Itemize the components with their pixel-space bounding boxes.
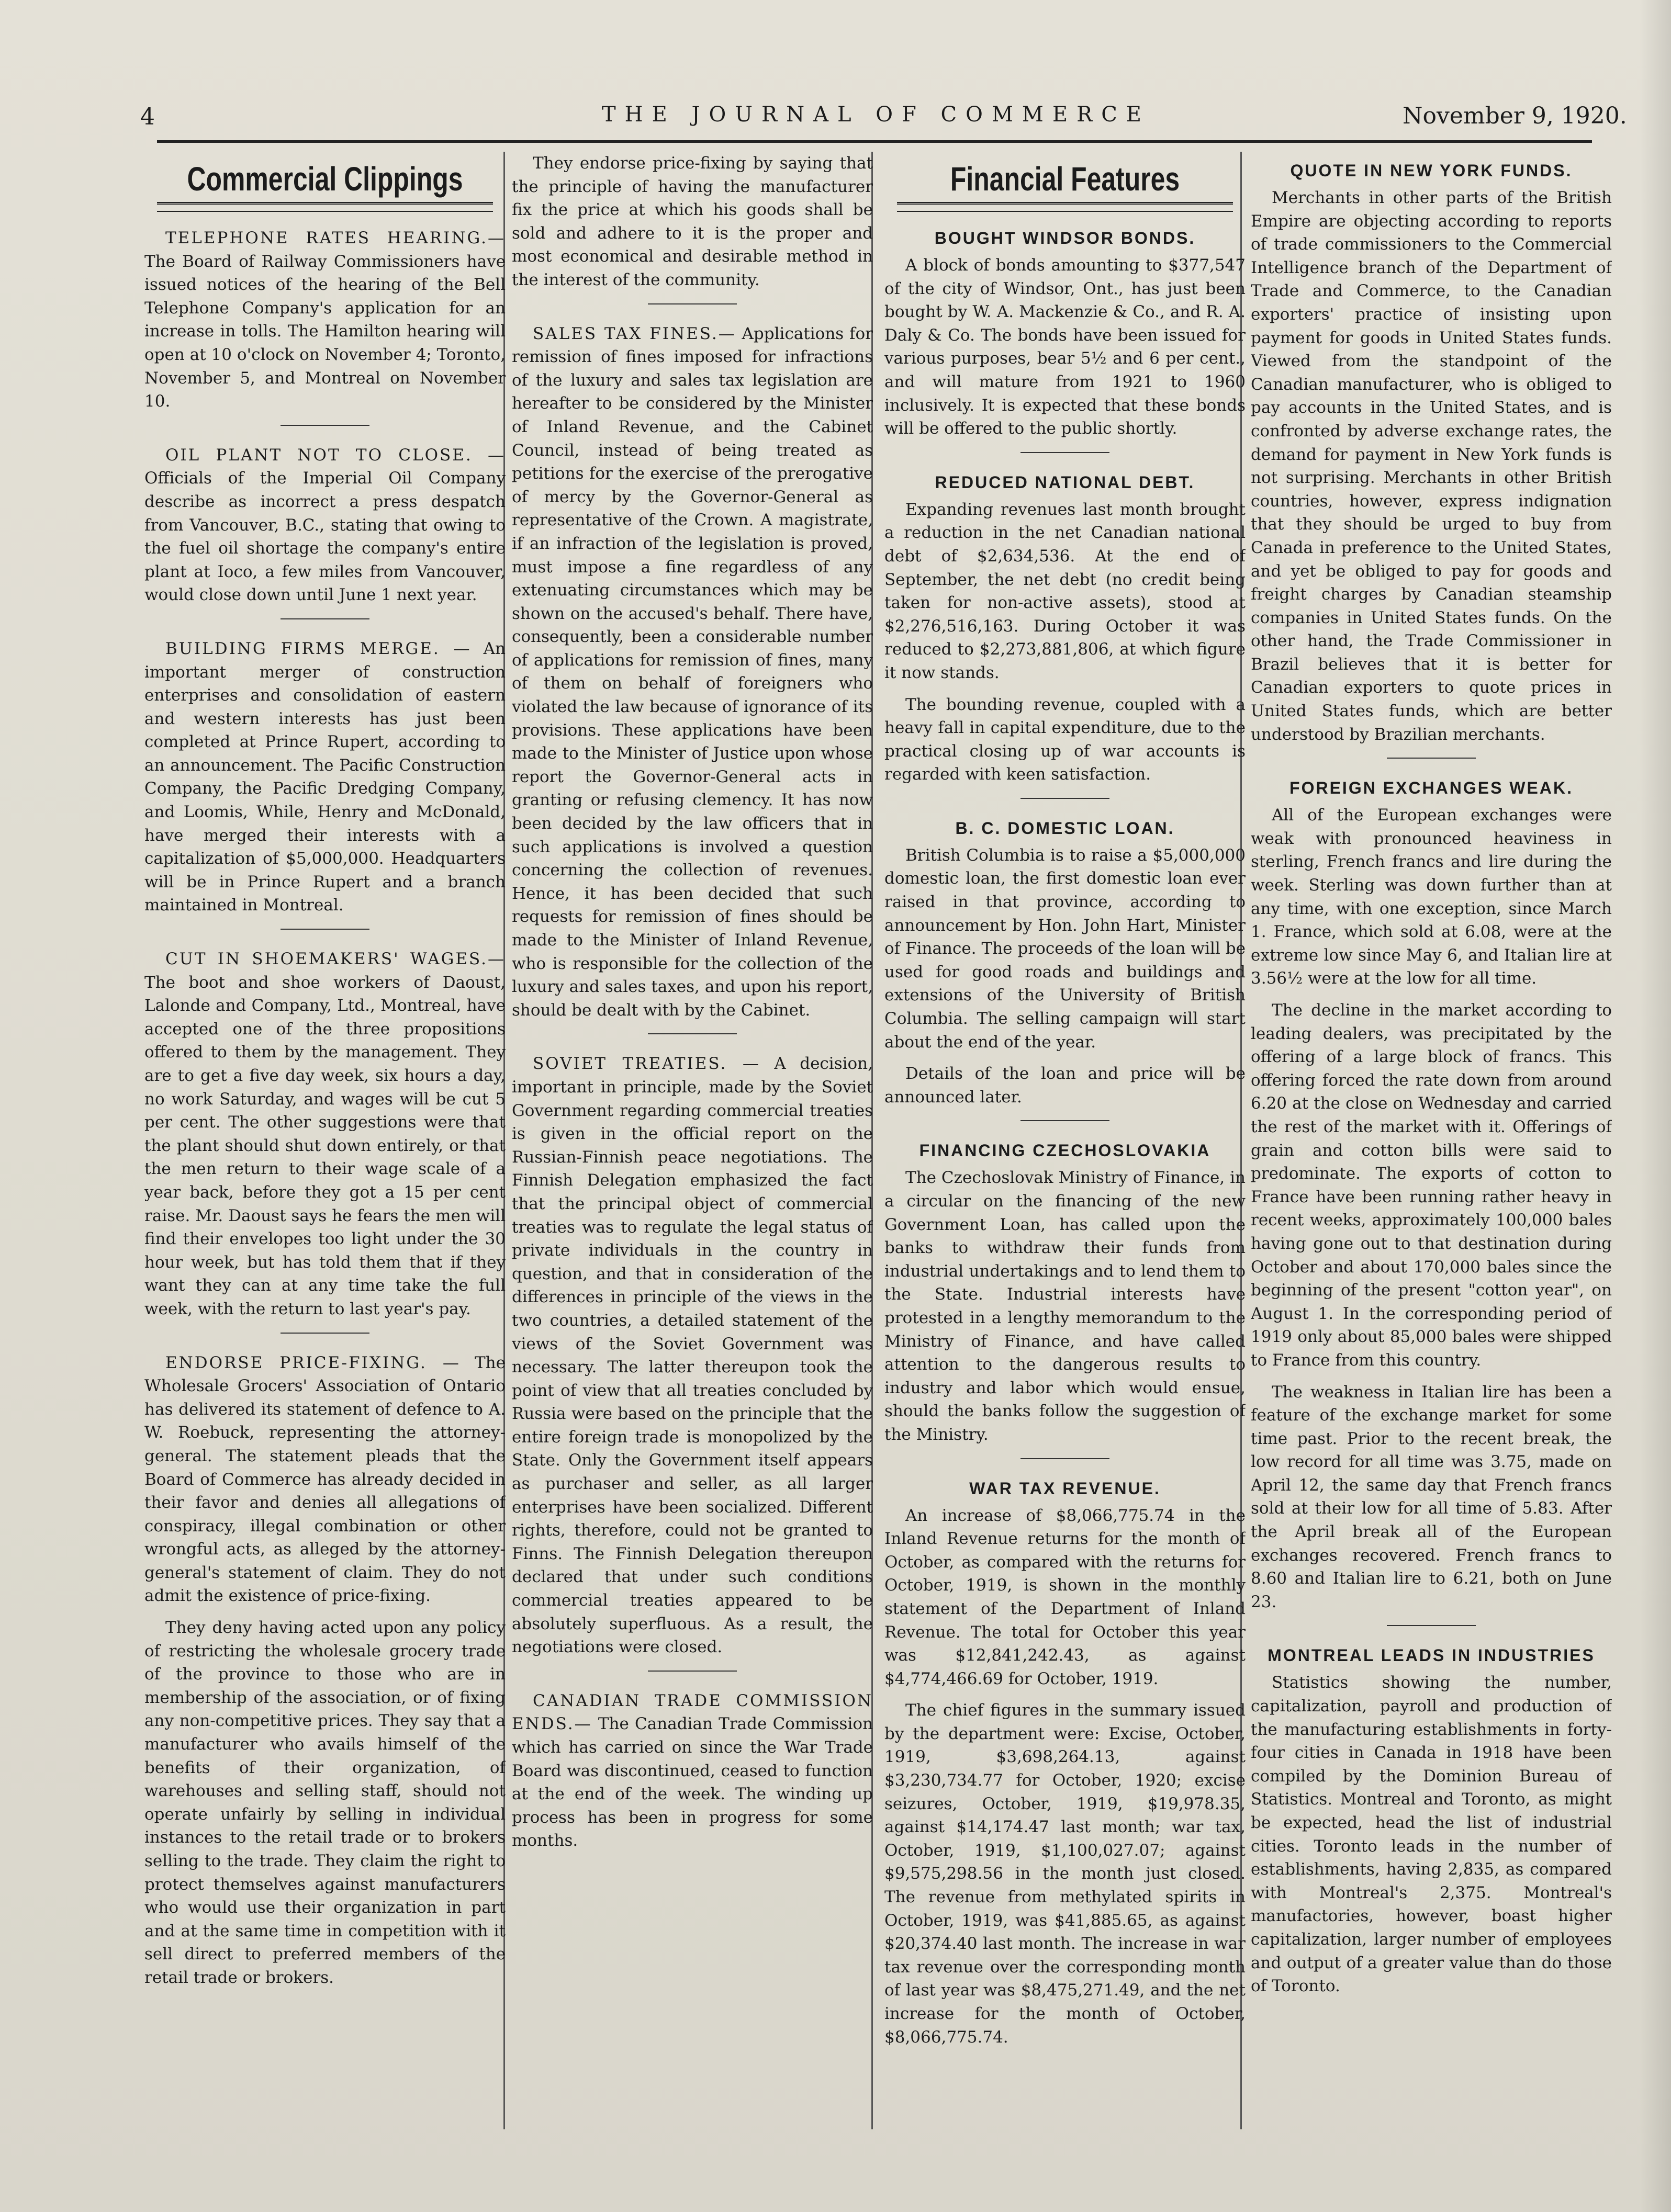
article-paragraph: Merchants in other parts of the British Empire are objecting according to reports of trade commissioners to the Commercial Intelligence branch of the Department of Trade and Commerce, to the Canadian exporters' practice of insisting upon payment for goods in United States funds. Viewed from the standpoint of the Canadian manufacturer, who is obliged to pay accounts in the United States, and is confronted by adverse exchange rates, the demand for payment in New York funds is not surprising. Merchants in other British countries, however, express indignation that they should be urged to buy from Canada in preference to the United States, and yet be obliged to pay for goods and freight charges by Canadian steamship companies in United States funds. On the other hand, the Trade Commissioner in Brazil believes that it is better for Canadian exporters to quote prices in United States funds, which are better understood by Brazilian merchants. — [1251, 188, 1612, 744]
article-windsor-bonds — [884, 227, 1246, 441]
article-heading: MONTREAL LEADS IN INDUSTRIES — [1268, 1646, 1595, 1665]
article-paragraph: The bounding revenue, coupled with a heavy fall in capital expenditure, due to the practical closing up of war accounts is regarded with keen satisfaction. — [884, 695, 1246, 784]
article-national-debt — [884, 471, 1246, 786]
financial-features-banner: Financial Features — [950, 160, 1180, 198]
article-separator — [648, 303, 737, 304]
banner-rule — [157, 202, 493, 212]
article-paragraph: The weakness in Italian lire has been a feature of the exchange market for some time past. Prior to the recent break, the low record for all time was 3.75, made on April 12, the same day that French francs sold at their low for all time of 5.83. After the April break all of the European exchanges recovered. French francs to 8.60 and Italian lire to 6.21, both on June 23. — [1251, 1382, 1612, 1611]
header-rule — [157, 140, 1592, 143]
article-paragraph: A block of bonds amounting to $377,547 of the city of Windsor, Ont., has just been bought by W. A. Mackenzie & Co., and R. A. Daly & Co. The bonds have been issued for various purposes, bear 5½ and 6 per cent., and will mature from 1921 to 1960 inclusively. It is expected that these bonds will be offered to the public shortly. — [884, 256, 1246, 438]
article-foreign-exchanges — [1251, 776, 1612, 1613]
clipping-building-firms — [144, 637, 506, 917]
article-paragraph: The decline in the market according to leading dealers, was precipitated by the offering of a large block of francs. This offering forced the rate down from around 6.20 at the close on Wednesday and carried the rest of the market with it. Offerings of grain and cotton bills were said to predominate. The exports of cotton to France have been running rather heavy in recent weeks, approximately 100,000 bales having gone out to that destination during October and about 170,000 bales since the beginning of the present "cotton year", on August 1. In the corresponding period of 1919 only about 85,000 bales were shipped to France from this country. — [1251, 1001, 1612, 1370]
clipping-trade-commission — [512, 1689, 873, 1853]
clipping-sales-tax — [512, 322, 873, 1022]
clipping-oil-plant — [144, 444, 506, 607]
column-3 — [884, 152, 1246, 2129]
article-heading: QUOTE IN NEW YORK FUNDS. — [1290, 161, 1573, 180]
article-separator — [1020, 1458, 1109, 1459]
article-separator — [1387, 1625, 1476, 1626]
issue-date: November 9, 1920. — [1403, 103, 1627, 129]
article-paragraph: All of the European exchanges were weak with pronounced heaviness in sterling, French francs and lire during the week. Sterling was down further than at any time, with one exception, since March 1. France, which sold at 6.08, were at the extreme low since May 6, and Italian lire at 3.56½ were at the low for all time. — [1251, 806, 1612, 988]
article-heading: FOREIGN EXCHANGES WEAK. — [1289, 778, 1573, 798]
clipping-kicker: CANADIAN TRADE COMMISSION ENDS.— — [512, 1691, 873, 1734]
article-paragraph: Expanding revenues last month brought a reduction in the net Canadian national debt of $2,634,536. At the end of September, the net debt (no credit being taken for non-active assets), stood at $2,276,516,163. During October it was reduced to $2,273,881,806, at which figure it now stands. — [884, 500, 1246, 682]
clipping-kicker: ENDORSE PRICE-FIXING. — — [165, 1353, 461, 1372]
article-paragraph: British Columbia is to raise a $5,000,000 domestic loan, the first domestic loan ever raised in that province, according to announcement by Hon. John Hart, Minister of Finance. The proceeds of the loan will be used for good roads and buildings and extensions of the University of British Columbia. The selling campaign will start about the end of the year. — [884, 845, 1246, 1052]
article-separator — [648, 1671, 737, 1672]
clipping-kicker: SALES TAX FINES.— — [533, 324, 736, 343]
clipping-telephone-rates — [144, 227, 506, 413]
clipping-body: The Canadian Trade Commission which has carried on since the War Trade Board was discontinued, ceased to function at the end of the week. The winding up process has been in progress for some months. — [512, 1714, 873, 1850]
clipping-kicker: SOVIET TREATIES. — — [533, 1054, 760, 1074]
clipping-body: The boot and shoe workers of Daoust, Lalonde and Company, Ltd., Montreal, have accepted one of the three propositions offered to them by the management. They are to get a five day week, six hours a day, no work Saturday, and wages will be cut 5 per cent. The other suggestions were that the plant should shut down entirely, or that the men return to their wage scale of a year back, before they got a 15 per cent raise. Mr. Daoust says he fears the men will find their envelopes too light under the 30 hour week, but has told them that if they want they can at any time take the full week, with the return to last year's pay. — [144, 973, 506, 1318]
banner-rule — [897, 202, 1233, 212]
article-paragraph: Details of the loan and price will be announced later. — [884, 1064, 1246, 1107]
clipping-body: The Wholesale Grocers' Association of Ontario has delivered its statement of defence to A. W. Roebuck, representing the attorney-general. The statement pleads that the Board of Commerce has already decided in their favor and denies all allegations of conspiracy, illegal combination or other wrongful acts, as alleged by the attorney-general's statement of claim. They do not admit the existence of price-fixing. — [144, 1353, 506, 1606]
clipping-kicker: TELEPHONE RATES HEARING.— — [165, 229, 506, 247]
article-paragraph: An increase of $8,066,775.74 in the Inland Revenue returns for the month of October, as compared with the returns for October, 1919, is shown in the monthly statement of the Department of Inland Revenue. The total for October this year was $12,841,242.43, as against $4,774,466.69 for October, 1919. — [884, 1506, 1246, 1688]
clipping-paragraph: They endorse price-fixing by saying that the principle of having the manufacturer fix the price at which his goods shall be sold and adhere to it is the proper and most economical and desirable method in the interest of the community. — [512, 154, 873, 289]
clipping-body: Applications for remission of fines imposed for infractions of the luxury and sales tax legislation are hereafter to be considered by the Minister of Inland Revenue, and the Cabinet Council, instead of being treated as petitions for the exercise of the prerogative of mercy by the Governor-General as representative of the Crown. A magistrate, if an infraction of the legislation is proved, must impose a fine regardless of any extenuating circumstances which may be shown on the accused's behalf. There have, consequently, been a considerable number of applications for remission of fines, many of them on behalf of foreigners who violated the law because of ignorance of its provisions. These applications have been made to the Minister of Justice upon whose report the Governor-General acts in granting or refusing clemency. It has now been decided by the law officers that in such applications is involved a question concerning the collection of revenues. Hence, it has been decided that such requests for remission of fines should be made to the Minister of Inland Revenue, who is responsible for the collection of the luxury and sales taxes, and upon his report, should be dealt with by the Cabinet. — [512, 324, 873, 1020]
clipping-paragraph: They deny having acted upon any policy of restricting the wholesale grocery trade of the province to those who are in membership of the association, or of fixing any non-competitive prices. They say that a manufacturer who avails himself of the benefits of their organization, of warehouses and selling staff, should not operate unfairly by selling in individual instances to the retail trade or to brokers selling to the trade. They claim the right to protect themselves against manufacturers who would use their organization in part and at the same time in competition with it sell direct to preferred members of the retail trade or brokers. — [144, 1618, 506, 1987]
clipping-kicker: BUILDING FIRMS MERGE. — — [165, 639, 472, 658]
article-separator — [648, 1033, 737, 1034]
article-montreal-industries — [1251, 1644, 1612, 1997]
article-separator — [281, 1333, 369, 1334]
article-heading: B. C. DOMESTIC LOAN. — [955, 818, 1175, 838]
article-new-york-funds — [1251, 159, 1612, 746]
article-heading: REDUCED NATIONAL DEBT. — [935, 472, 1195, 492]
page-edge-shadow — [1640, 0, 1671, 2212]
article-paragraph: Statistics showing the number, capitalization, payroll and production of the manufacturing establishments in forty-four cities in Canada in 1918 have been compiled by the Dominion Bureau of Statistics. Montreal and Toronto, as might be expected, head the list of industrial cities. Toronto leads in the number of establishments, having 2,835, as compared with Montreal's 2,375. Montreal's manufactories, however, boast higher capitalization, larger number of employees and output of a greater value than do those of Toronto. — [1251, 1673, 1612, 1996]
clipping-soviet-treaties — [512, 1052, 873, 1658]
article-separator — [1020, 798, 1109, 799]
clipping-shoemakers-wages — [144, 947, 506, 1321]
clipping-body: Officials of the Imperial Oil Company describe as incorrect a press despatch from Vancouver, B.C., stating that owing to the fuel oil shortage the company's entire plant at Ioco, a few miles from Vancouver, would close down until June 1 next year. — [144, 469, 506, 605]
clipping-kicker: CUT IN SHOEMAKERS' WAGES.— — [165, 950, 506, 969]
article-paragraph: The Czechoslovak Ministry of Finance, in a circular on the financing of the new Government Loan, has called upon the banks to withdraw their funds from industrial undertakings and to lend them to the State. Industrial interests have protested in a lengthy memorandum to the Ministry of Finance, and have called attention to the dangerous results to industry and labor which would ensue, should the banks follow the suggestion of the Ministry. — [884, 1168, 1246, 1444]
article-paragraph: The chief figures in the summary issued by the department were: Excise, October, 1919, $3,698,264.13, against $3,230,734.77 for October, 1920; excise seizures, October, 1919, $19,978.35, against $14,174.47 last month; war tax, October, 1919, $1,100,027.07; against $9,575,298.56 in the month just closed. The revenue from methylated spirits in October, 1919, was $41,885.65, as against $20,374.40 last month. The increase in war tax revenue over the corresponding month of last year was $8,475,271.49, and the net increase for the month of October, $8,066,775.74. — [884, 1701, 1246, 2047]
column-1 — [144, 152, 506, 2129]
clipping-kicker: OIL PLANT NOT TO CLOSE. — — [165, 445, 506, 465]
column-2 — [512, 152, 873, 2129]
article-separator — [1020, 1120, 1109, 1121]
clipping-body: An important merger of construction enterprises and consolidation of eastern and western interests has just been completed at Prince Rupert, according to an announcement. The Pacific Construction Company, the Pacific Dredging Company, and Loomis, While, Henry and McDonald, have merged their interests with a capitalization of $5,000,000. Headquarters will be in Prince Rupert and a branch maintained in Montreal. — [144, 639, 506, 915]
clipping-price-fixing — [144, 1351, 506, 1990]
article-separator — [1387, 758, 1476, 759]
masthead: THE JOURNAL OF COMMERCE — [602, 103, 1150, 127]
article-heading: BOUGHT WINDSOR BONDS. — [934, 229, 1196, 247]
article-czechoslovakia — [884, 1139, 1246, 1446]
article-bc-loan — [884, 817, 1246, 1109]
article-war-tax — [884, 1477, 1246, 2049]
clipping-body: A decision, important in principle, made by the Soviet Government regarding commercial treaties is given in the official report on the Russian-Finnish peace negotiations. The Finnish Delegation emphasized the fact that the principal object of commercial treaties was to regulate the legal status of private individuals in the country in question, and that in consideration of the differences in principle of the views in the two countries, a detailed statement of the views of the Soviet Government was necessary. The latter thereupon took the point of view that all treaties concluded by Russia were based on the principle that the entire foreign trade is monopolized by the State. Only the Government itself appears as purchaser and seller, as all larger enterprises have been socialized. Different rights, therefore, could not be granted to Finns. The Finnish Delegation thereupon declared that under such conditions commercial treaties appeared to be absolutely superfluous. As a result, the negotiations were closed. — [512, 1054, 873, 1657]
article-separator — [281, 929, 369, 930]
article-separator — [281, 618, 369, 619]
page-number: 4 — [140, 104, 155, 130]
article-heading: WAR TAX REVENUE. — [969, 1479, 1161, 1498]
column-4 — [1251, 152, 1612, 2129]
article-separator — [1020, 452, 1109, 453]
article-separator — [281, 425, 369, 426]
article-heading: FINANCING CZECHOSLOVAKIA — [919, 1141, 1211, 1160]
commercial-clippings-banner: Commercial Clippings — [187, 160, 463, 198]
clipping-body: The Board of Railway Commissioners have issued notices of the hearing of the Bell Telephone Company's application for an increase in tolls. The Hamilton hearing will open at 10 o'clock on November 4; Toronto, November 5, and Montreal on November 10. — [144, 252, 506, 411]
